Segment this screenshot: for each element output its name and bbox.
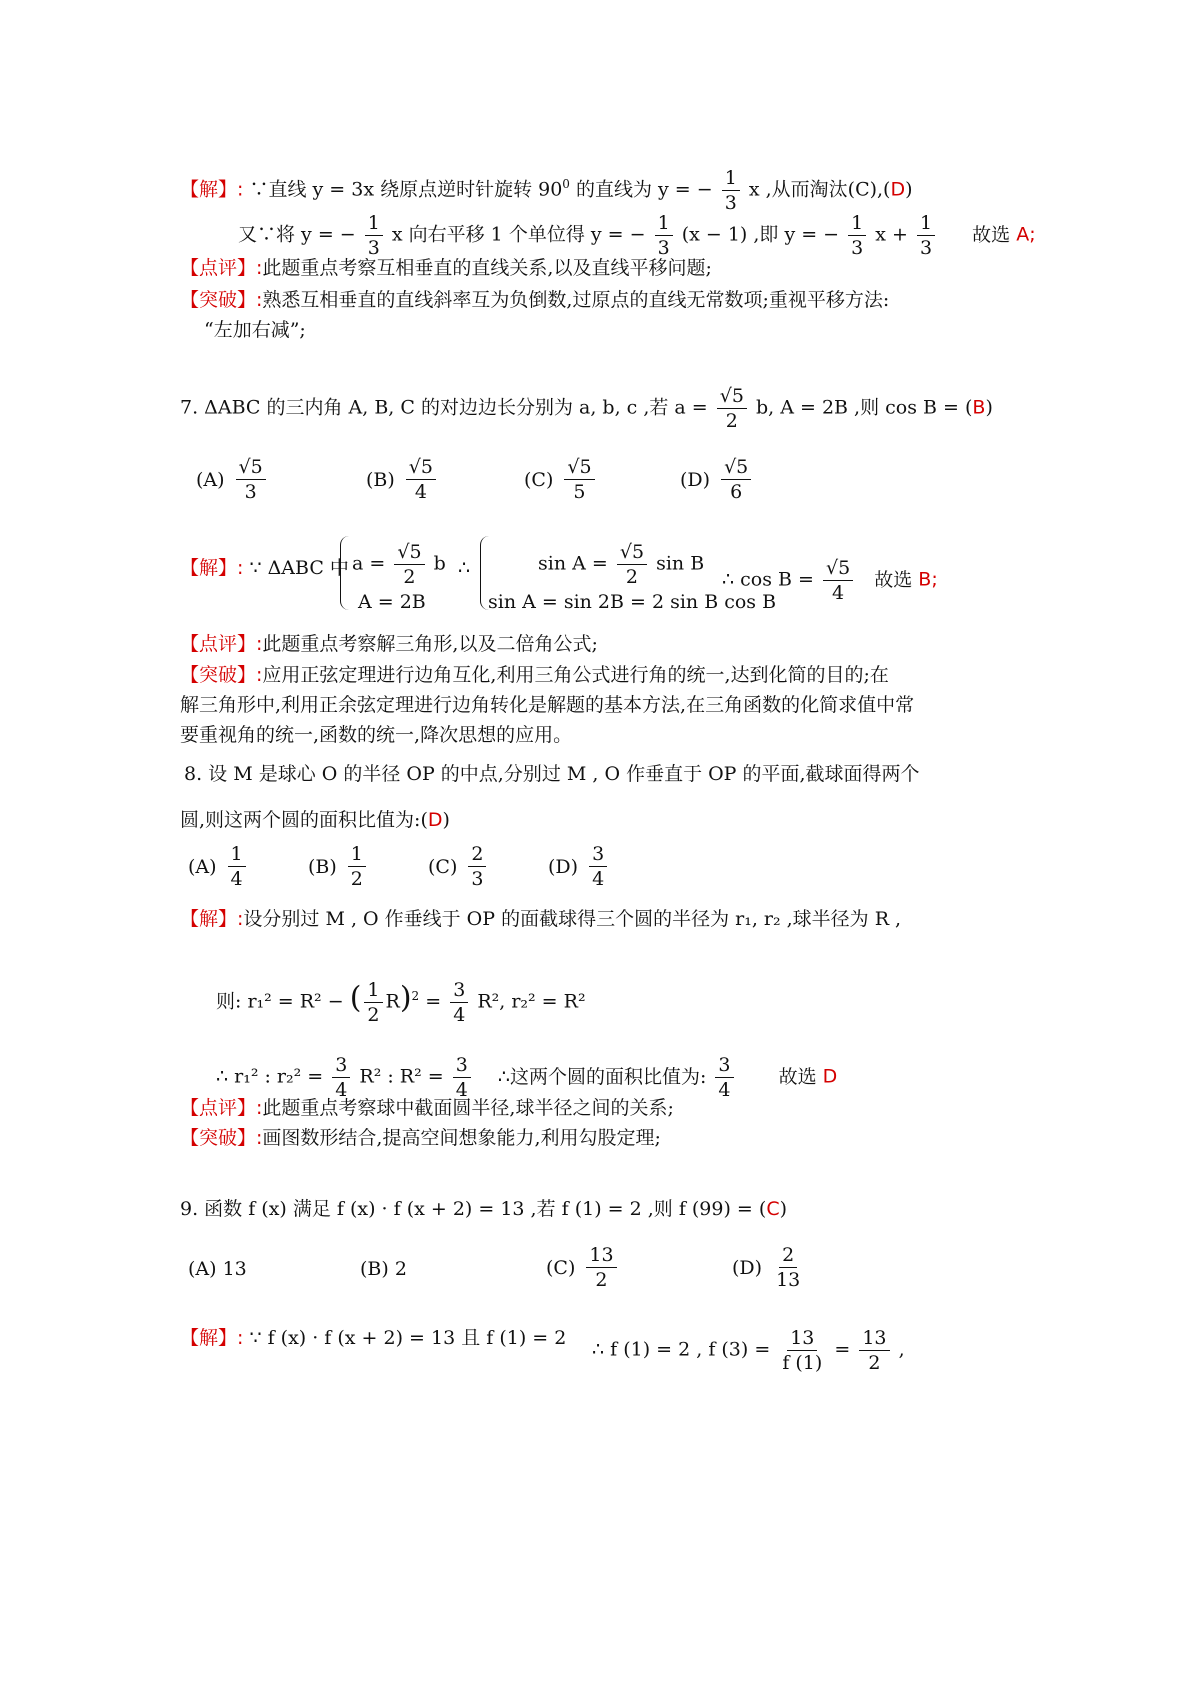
q8-comment: 【点评】:此题重点考察球中截面圆半径,球半径之间的关系; — [180, 1097, 674, 1119]
q8-option-a: (A) $\frac{1}{4}$ — [188, 842, 249, 891]
p6-solution-line1: 【解】: ∵直线 y = 3x 绕原点逆时针旋转 $90^0$ 的直线为 y = − $\frac{1}{3}$ x ,从而淘汰(C),(D) — [180, 167, 913, 214]
p6-comment: 【点评】:此题重点考察互相垂直的直线关系,以及直线平移问题; — [180, 257, 712, 279]
q8-solution-line3: ∴ r₁² : r₂² = $\frac{3}{4}$ R² : R² = $\frac{3}{4}$ ∴这两个圆的面积比值为: $\frac{3}{4}$ 故选 D — [216, 1054, 838, 1101]
equation-system-brace — [340, 536, 349, 610]
fraction: $\frac{√5}{4}$ — [823, 556, 853, 605]
fraction: $\frac{3}{4}$ — [450, 978, 468, 1027]
q7-breakthrough-cont2: 要重视角的统一,函数的统一,降次思想的应用。 — [180, 724, 573, 746]
comment-label: 【点评】: — [180, 633, 263, 655]
breakthrough-label: 【突破】: — [180, 664, 263, 686]
q7-option-d: (D) $\frac{√5}{6}$ — [680, 455, 754, 504]
fraction: $\frac{1}{3}$ — [722, 166, 740, 215]
q7-option-c: (C) $\frac{√5}{5}$ — [524, 455, 598, 504]
solution-label: 【解】: — [180, 557, 244, 579]
fraction: $\frac{√5}{2}$ — [717, 384, 747, 433]
q7-solution: 【解】: ∵ ΔABC 中 — [180, 557, 349, 579]
fraction: $\frac{√5}{4}$ — [406, 455, 436, 504]
comment-label: 【点评】: — [180, 257, 263, 279]
fraction: $\frac{2}{3}$ — [468, 842, 486, 891]
q7-breakthrough-cont1: 解三角形中,利用正余弦定理进行边角转化是解题的基本方法,在三角函数的化简求值中常 — [180, 694, 915, 716]
fraction: $\frac{√5}{2}$ — [617, 540, 647, 589]
answer: D — [427, 809, 443, 831]
answer: A; — [1016, 223, 1036, 246]
p6-solution-line2: 又∵将 y = − $\frac{1}{3}$ x 向右平移 1 个单位得 y = − $\frac{1}{3}$ (x − 1) ,即 y = − $\frac{1}{3}$ x + $\frac{1}{3}$ 故选 A; — [238, 212, 1036, 259]
answer: D — [822, 1065, 838, 1088]
q7-therefore: ∴ — [458, 557, 471, 579]
fraction: $\frac{√5}{5}$ — [564, 455, 594, 504]
fraction: $\frac{√5}{6}$ — [721, 455, 751, 504]
p6-breakthrough-cont: “左加右减”; — [204, 319, 306, 341]
fraction: $\frac{√5}{2}$ — [394, 540, 424, 589]
q7-system-eq1: a = $\frac{√5}{2}$ b — [352, 541, 446, 588]
q8-option-d: (D) $\frac{3}{4}$ — [548, 842, 610, 891]
q7-comment: 【点评】:此题重点考察解三角形,以及二倍角公式; — [180, 633, 598, 655]
q9-solution-result: ∴ f (1) = 2 , f (3) = $\frac{13}{f (1)}$ = $\frac{13}{2}$ , — [592, 1327, 905, 1374]
fraction: $\frac{2}{13}$ — [776, 1244, 801, 1291]
fraction: $\frac{1}{3}$ — [365, 211, 383, 260]
breakthrough-label: 【突破】: — [180, 289, 263, 311]
q9-option-b: (B) 2 — [360, 1258, 407, 1280]
p6-breakthrough: 【突破】:熟悉互相垂直的直线斜率互为负倒数,过原点的直线无常数项;重视平移方法: — [180, 289, 890, 311]
q7-system-eq2: A = 2B — [358, 591, 426, 613]
fraction: $\frac{1}{2}$ — [348, 842, 366, 891]
q8-option-b: (B) $\frac{1}{2}$ — [308, 842, 369, 891]
q7-system-eq4: sin A = sin 2B = 2 sin B cos B — [488, 591, 777, 613]
q8-stem-line2: 圆,则这两个圆的面积比值为:(D) — [180, 809, 450, 831]
breakthrough-label: 【突破】: — [180, 1127, 263, 1149]
q7-system-eq3: sin A = $\frac{√5}{2}$ sin B — [538, 541, 705, 588]
solution-label: 【解】: — [180, 1327, 244, 1349]
q9-option-a: (A) 13 — [188, 1258, 247, 1280]
fraction: $\frac{√5}{3}$ — [236, 455, 266, 504]
q8-option-c: (C) $\frac{2}{3}$ — [428, 842, 489, 891]
answer: C — [766, 1198, 780, 1220]
fraction: $\frac{1}{3}$ — [655, 211, 673, 260]
fraction: $\frac{1}{3}$ — [848, 211, 866, 260]
q7-breakthrough: 【突破】:应用正弦定理进行边角互化,利用三角公式进行角的统一,达到化简的目的;在 — [180, 664, 889, 686]
answer: B; — [918, 568, 938, 591]
fraction: $\frac{3}{4}$ — [453, 1053, 471, 1102]
solution-label: 【解】: — [180, 908, 244, 930]
q9-stem: 9. 函数 f (x) 满足 f (x) · f (x + 2) = 13 ,若 f (1) = 2 ,则 f (99) = (C) — [180, 1198, 788, 1220]
fraction: $\frac{13}{f (1)}$ — [782, 1327, 823, 1374]
q7-stem: 7. ΔABC 的三内角 A, B, C 的对边边长分别为 a, b, c ,若 a = $\frac{√5}{2}$ b, A = 2B ,则 cos B = (B) — [180, 385, 993, 432]
q9-solution: 【解】: ∵ f (x) · f (x + 2) = 13 且 f (1) = 2 — [180, 1327, 567, 1349]
q8-breakthrough: 【突破】:画图数形结合,提高空间想象能力,利用勾股定理; — [180, 1127, 661, 1149]
fraction: $\frac{13}{2}$ — [859, 1326, 889, 1375]
q7-option-b: (B) $\frac{√5}{4}$ — [366, 455, 439, 504]
fraction: $\frac{1}{3}$ — [917, 211, 935, 260]
fraction: $\frac{1}{2}$ — [364, 978, 382, 1027]
answer: B — [972, 396, 986, 419]
fraction: $\frac{13}{2}$ — [586, 1243, 616, 1292]
q8-solution-line2: 则: r₁² = R² − ( $\frac{1}{2}$ R)$^2$ = $\frac{3}{4}$ R², r₂² = R² — [216, 979, 586, 1026]
solution-label: 【解】: — [180, 178, 244, 201]
q7-option-a: (A) $\frac{√5}{3}$ — [196, 455, 269, 504]
fraction: $\frac{3}{4}$ — [332, 1053, 350, 1102]
q9-option-c: (C) $\frac{13}{2}$ — [546, 1243, 620, 1292]
fraction: $\frac{3}{4}$ — [589, 842, 607, 891]
fraction: $\frac{1}{4}$ — [228, 842, 246, 891]
fraction: $\frac{3}{4}$ — [715, 1053, 733, 1102]
q8-solution-line1: 【解】:设分别过 M , O 作垂线于 OP 的面截球得三个圆的半径为 r₁, r₂ ,球半径为 R , — [180, 908, 902, 930]
q9-option-d: (D) $\frac{2}{13}$ — [732, 1243, 806, 1292]
q7-solution-result: ∴ cos B = $\frac{√5}{4}$ 故选 B; — [722, 557, 938, 604]
comment-label: 【点评】: — [180, 1097, 263, 1119]
q8-stem-line1: 8. 设 M 是球心 O 的半径 OP 的中点,分别过 M , O 作垂直于 OP 的平面,截球面得两个 — [184, 763, 920, 785]
